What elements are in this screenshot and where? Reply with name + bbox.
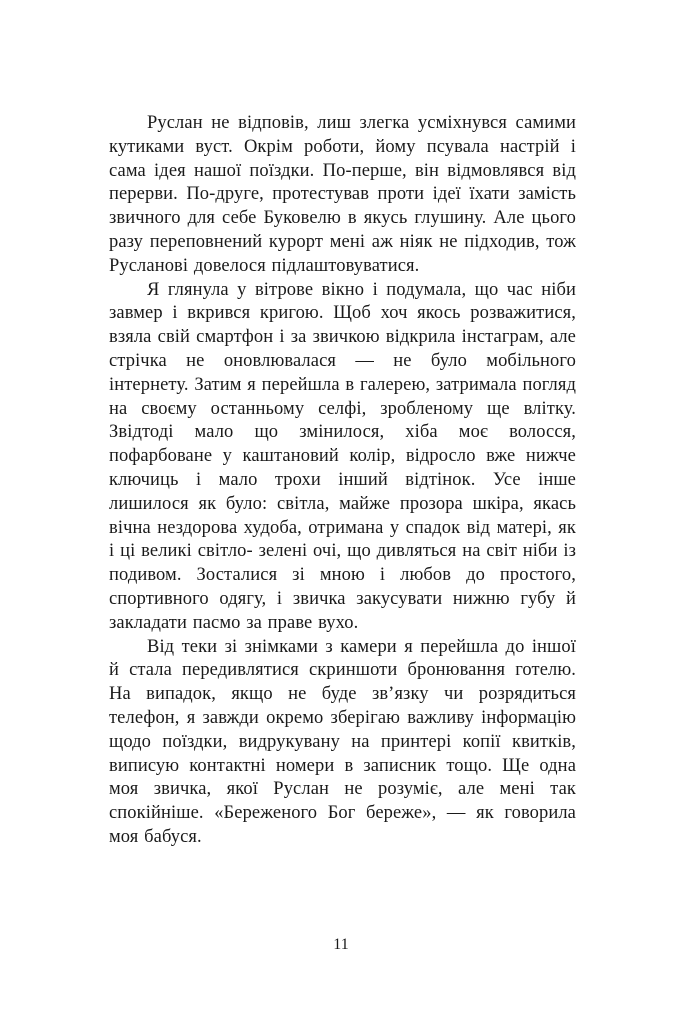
page-text-block <box>109 112 576 850</box>
page-number: 11 <box>333 936 349 953</box>
paragraph: Я глянула у вітрове вікно і подумала, що час ніби завмер і вкрився кригою. Щоб хоч якось розважитися, взяла свій смартфон і за звичкою відкрила інстаграм, але стрічка не оновлювалася — не було мобільного інтернету. Затим я перейшла в галерею, затримала погляд на своєму останньому селфі, зробленому ще влітку. Звідтоді мало що змінилося, хіба моє волосся, пофарбоване у каштановий колір, відросло вже нижче ключиць і мало трохи інший відтінок. Усе інше лишилося як було: світла, майже прозора шкіра, якась вічна нездорова худоба, отримана у спадок від матері, як і ці великі світло- зелені очі, що дивляться на світ ніби із подивом. Зосталися зі мною і любов до простого, спортивного одягу, і звичка закусувати нижню губу й закладати пасмо за праве вухо. <box>109 279 576 633</box>
paragraph: Руслан не відповів, лиш злегка усміхнувся самими кутиками вуст. Окрім роботи, йому псувала настрій і сама ідея нашої поїздки. По-перше, він відмовлявся від перерви. По-друге, протестував проти ідеї їхати замість звичного для себе Буковелю в якусь глушину. Але цього разу переповнений курорт мені аж ніяк не підходив, тож Русланові довелося підлаштовуватися. <box>109 113 576 276</box>
paragraph: Від теки зі знімками з камери я перейшла до іншої й стала передивлятися скриншоти бронювання готелю. На випадок, якщо не буде зв’язку чи розрядиться телефон, я завжди окремо зберігаю важливу інформацію щодо поїздки, видрукувану на принтері копії квитків, виписую контактні номери в записник тощо. Ще одна моя звичка, якої Руслан не розуміє, але мені так спокійніше. «Береженого Бог береже», — як говорила моя бабуся. <box>109 636 576 847</box>
